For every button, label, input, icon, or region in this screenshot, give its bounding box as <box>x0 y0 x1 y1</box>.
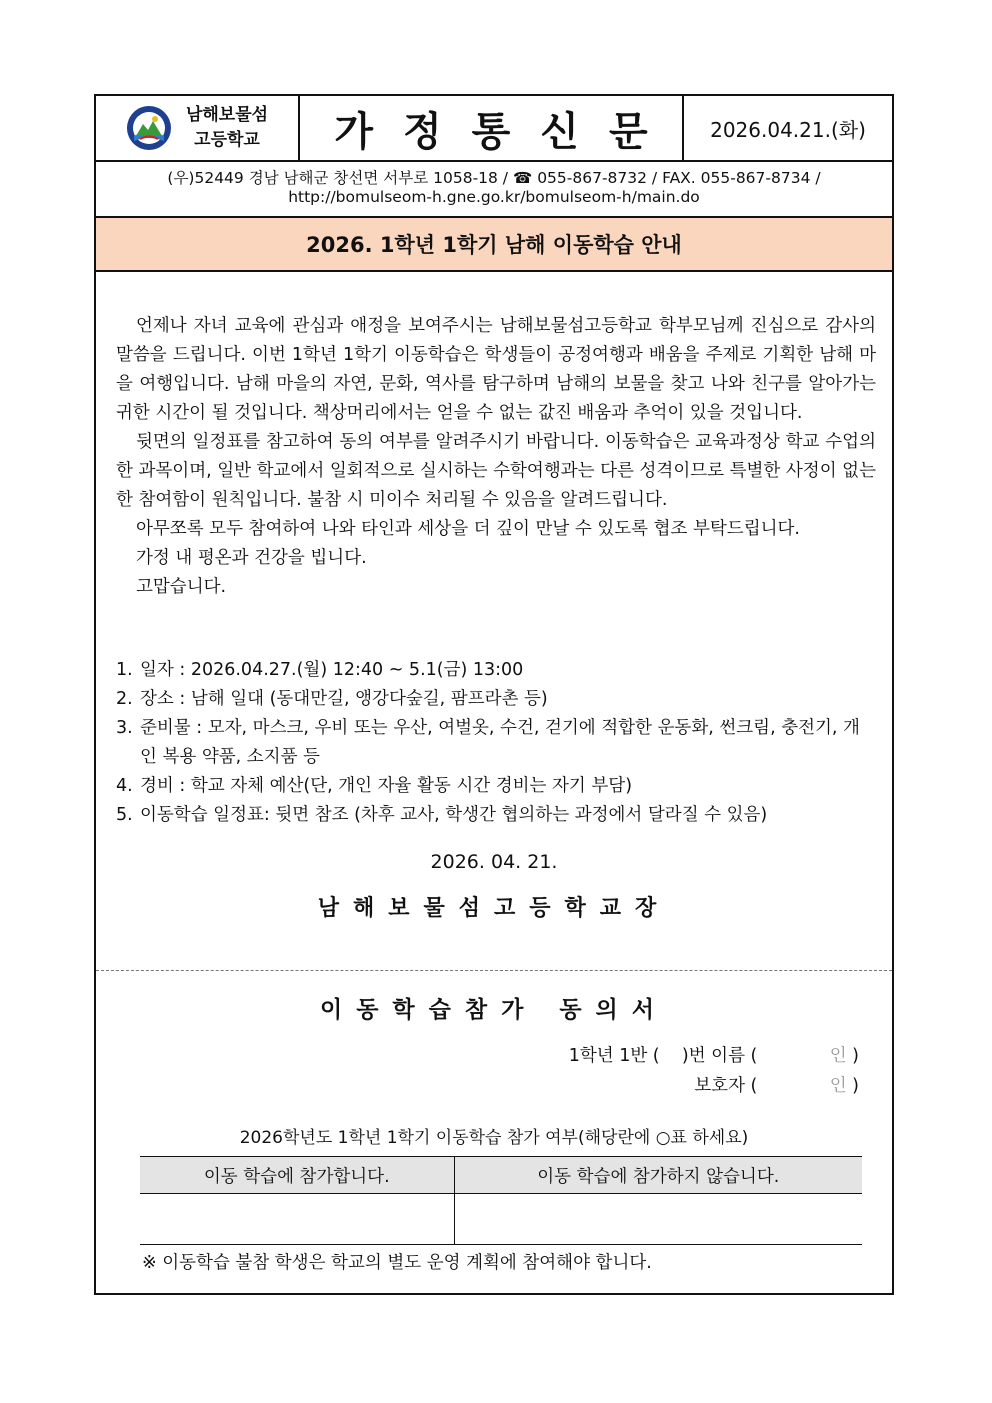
student-info-line[interactable]: 1학년 1반 ( )번 이름 ( 인 ) <box>568 1046 859 1066</box>
guardian-info-line[interactable]: 보호자 ( 인 ) <box>694 1076 859 1096</box>
cut-line <box>96 970 892 971</box>
page-title: 가정통신문 <box>334 108 678 155</box>
website-link[interactable]: http://bomulseom-h.gne.go.kr/bomulseom-h/main.do <box>288 188 700 206</box>
list-item: 5. 이동학습 일정표: 뒷면 참조 (차후 교사, 학생간 협의하는 과정에서 달라질 수 있음) <box>116 805 768 825</box>
school-logo-icon <box>126 105 172 151</box>
school-name-line1: 남해보물섬 <box>185 105 269 125</box>
sign-date: 2026. 04. 21. <box>430 851 558 873</box>
subject-bar <box>96 218 892 272</box>
list-item: 3. 준비물 : 모자, 마스크, 우비 또는 우산, 여벌옷, 수건, 걷기에 적합한 운동화, 썬크림, 충전기, 개인 복용 약품, 소지품 등 <box>116 718 860 767</box>
option-decline-header: 이동 학습에 참가하지 않습니다. <box>454 1157 862 1194</box>
school-cell <box>96 96 300 160</box>
consent-title: 이동학습참가 동의서 <box>320 997 668 1023</box>
seal-mark: 인 <box>829 1046 847 1066</box>
list-item: 1. 일자 : 2026.04.27.(월) 12:40 ~ 5.1(금) 13:00 <box>116 660 524 680</box>
option-decline-mark-cell[interactable] <box>454 1194 862 1245</box>
body-paragraph: 뒷면의 일정표를 참고하여 동의 여부를 알려주시기 바랍니다. 이동학습은 교육과정상 학교 수업의 한 과목이며, 일반 학교에서 일회적으로 실시하는 수학여행과는 다른 성격이므로 특별한 사정이 없는 한 참여함이 원칙입니다. 불참 시 미이수 처리될 수 있음을 알려드립니다. <box>116 432 876 510</box>
body-paragraph: 가정 내 평온과 건강을 빕니다. <box>136 548 367 568</box>
issue-date: 2026.04.21.(화) <box>710 117 866 142</box>
signer-name: 남해보물섬고등학교장 <box>317 896 671 921</box>
address-block <box>96 160 892 218</box>
document-frame <box>94 94 894 1295</box>
seal-mark: 인 <box>829 1076 847 1096</box>
address-line: (우)52449 경남 남해군 창선면 서부로 1058-18 / ☎ 055-867-8732 / FAX. 055-867-8734 / <box>167 169 821 187</box>
body-paragraph: 아무쪼록 모두 참여하여 나와 타인과 세상을 더 깊이 만날 수 있도록 협조 부탁드립니다. <box>136 519 800 539</box>
school-name-line2: 고등학교 <box>194 130 260 150</box>
letter-body <box>116 312 876 602</box>
details-list <box>116 656 876 830</box>
consent-question: 2026학년도 1학년 1학기 이동학습 참가 여부(해당란에 ○표 하세요) <box>239 1128 749 1148</box>
option-attend-header: 이동 학습에 참가합니다. <box>140 1157 454 1194</box>
title-cell <box>300 96 684 160</box>
list-item: 2. 장소 : 남해 일대 (동대만길, 앵강다숲길, 팜프라촌 등) <box>116 689 548 709</box>
header <box>96 96 892 162</box>
footnote: ※ 이동학습 불참 학생은 학교의 별도 운영 계획에 참여해야 합니다. <box>142 1253 652 1273</box>
body-paragraph: 언제나 자녀 교육에 관심과 애정을 보여주시는 남해보물섬고등학교 학부모님께 진심으로 감사의 말씀을 드립니다. 이번 1학년 1학기 이동학습은 학생들이 공정여행과 배움을 주제로 기획한 남해 마을 여행입니다. 남해 마을의 자연, 문화, 역사를 탐구하며 남해의 보물을 찾고 나와 친구를 알아가는 귀한 시간이 될 것입니다. 책상머리에서는 얻을 수 없는 값진 배움과 추억이 있을 것입니다. <box>116 316 876 423</box>
subject-title: 2026. 1학년 1학기 남해 이동학습 안내 <box>306 233 682 257</box>
option-attend-mark-cell[interactable] <box>140 1194 454 1245</box>
list-item: 4. 경비 : 학교 자체 예산(단, 개인 자율 활동 시간 경비는 자기 부담) <box>116 776 633 796</box>
date-cell <box>684 96 892 160</box>
consent-table <box>140 1156 862 1245</box>
body-paragraph: 고맙습니다. <box>136 577 227 597</box>
